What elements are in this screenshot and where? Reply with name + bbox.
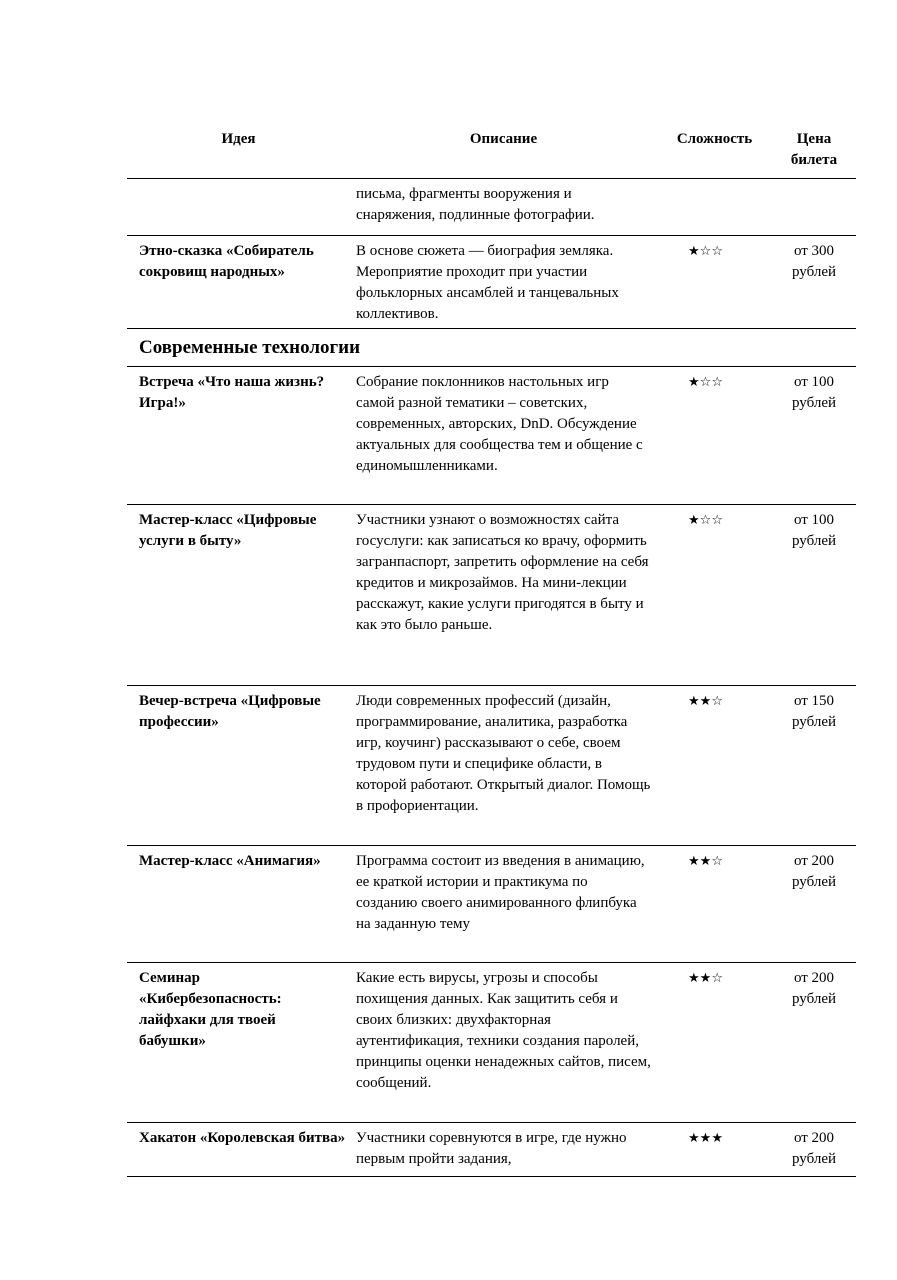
- events-table: [127, 126, 856, 1177]
- cell-price: от 100 рублей: [772, 505, 856, 686]
- cell-difficulty: ★★★: [657, 1123, 772, 1177]
- cell-difficulty: ★☆☆: [657, 367, 772, 505]
- cell-difficulty: ★★☆: [657, 963, 772, 1123]
- cell-description: Собрание поклонников настольных игр самой разной тематики – советских, современных, авторских, DnD. Обсуждение актуальных для сообщества тем и общение с единомышленниками.: [350, 367, 657, 505]
- cell-price: [772, 179, 856, 236]
- header-idea: Идея: [127, 126, 350, 179]
- table-row: [127, 686, 856, 846]
- header-price: [772, 126, 856, 179]
- cell-price: от 200 рублей: [772, 963, 856, 1123]
- header-price-line2: билета: [790, 152, 838, 168]
- cell-difficulty: ★☆☆: [657, 236, 772, 329]
- cell-price: от 200 рублей: [772, 846, 856, 963]
- table-header-row: [127, 126, 856, 179]
- cell-description: Программа состоит из введения в анимацию, ее краткой истории и практикума по созданию своего анимированного флипбука на заданную тему: [350, 846, 657, 963]
- table-row: [127, 236, 856, 329]
- cell-difficulty: ★☆☆: [657, 505, 772, 686]
- cell-idea: Хакатон «Королевская битва»: [127, 1123, 350, 1177]
- document-page: [127, 126, 856, 1177]
- cell-price: от 100 рублей: [772, 367, 856, 505]
- cell-idea: Мастер-класс «Цифровые услуги в быту»: [127, 505, 350, 686]
- cell-price: от 300 рублей: [772, 236, 856, 329]
- cell-description: Участники узнают о возможностях сайта госуслуги: как записаться ко врачу, оформить загранпаспорт, запретить оформление на себя кредитов и микрозаймов. На мини-лекции расскажут, какие услуги пригодятся в быту и как это было раньше.: [350, 505, 657, 686]
- cell-price: от 150 рублей: [772, 686, 856, 846]
- header-price-line1: Цена: [796, 131, 832, 147]
- table-row: [127, 963, 856, 1123]
- cell-idea: [127, 179, 350, 236]
- table-row: [127, 846, 856, 963]
- table-row: [127, 505, 856, 686]
- table-row: [127, 179, 856, 236]
- cell-price: от 200 рублей: [772, 1123, 856, 1177]
- cell-description: В основе сюжета — биография земляка. Мероприятие проходит при участии фольклорных ансамблей и танцевальных коллективов.: [350, 236, 657, 329]
- cell-difficulty: [657, 179, 772, 236]
- section-title: Современные технологии: [127, 329, 856, 367]
- cell-description: Участники соревнуются в игре, где нужно первым пройти задания,: [350, 1123, 657, 1177]
- cell-idea: Встреча «Что наша жизнь? Игра!»: [127, 367, 350, 505]
- header-description: Описание: [350, 126, 657, 179]
- cell-description: Какие есть вирусы, угрозы и способы похищения данных. Как защитить себя и своих близких: двухфакторная аутентификация, техники создания паролей, принципы оценки ненадежных сайтов, писем, сообщений.: [350, 963, 657, 1123]
- cell-difficulty: ★★☆: [657, 686, 772, 846]
- cell-description: Люди современных профессий (дизайн, программирование, аналитика, разработка игр, коучинг) рассказывают о себе, своем трудовом пути и специфике области, в которой работают. Открытый диалог. Помощь в профориентации.: [350, 686, 657, 846]
- cell-description: письма, фрагменты вооружения и снаряжения, подлинные фотографии.: [350, 179, 657, 236]
- cell-difficulty: ★★☆: [657, 846, 772, 963]
- header-difficulty: Сложность: [657, 126, 772, 179]
- table-row: [127, 367, 856, 505]
- cell-idea: Этно-сказка «Собиратель сокровищ народных»: [127, 236, 350, 329]
- cell-idea: Вечер-встреча «Цифровые профессии»: [127, 686, 350, 846]
- table-row: [127, 1123, 856, 1177]
- cell-idea: Семинар «Кибербезопасность: лайфхаки для твоей бабушки»: [127, 963, 350, 1123]
- section-row: [127, 329, 856, 367]
- cell-idea: Мастер-класс «Анимагия»: [127, 846, 350, 963]
